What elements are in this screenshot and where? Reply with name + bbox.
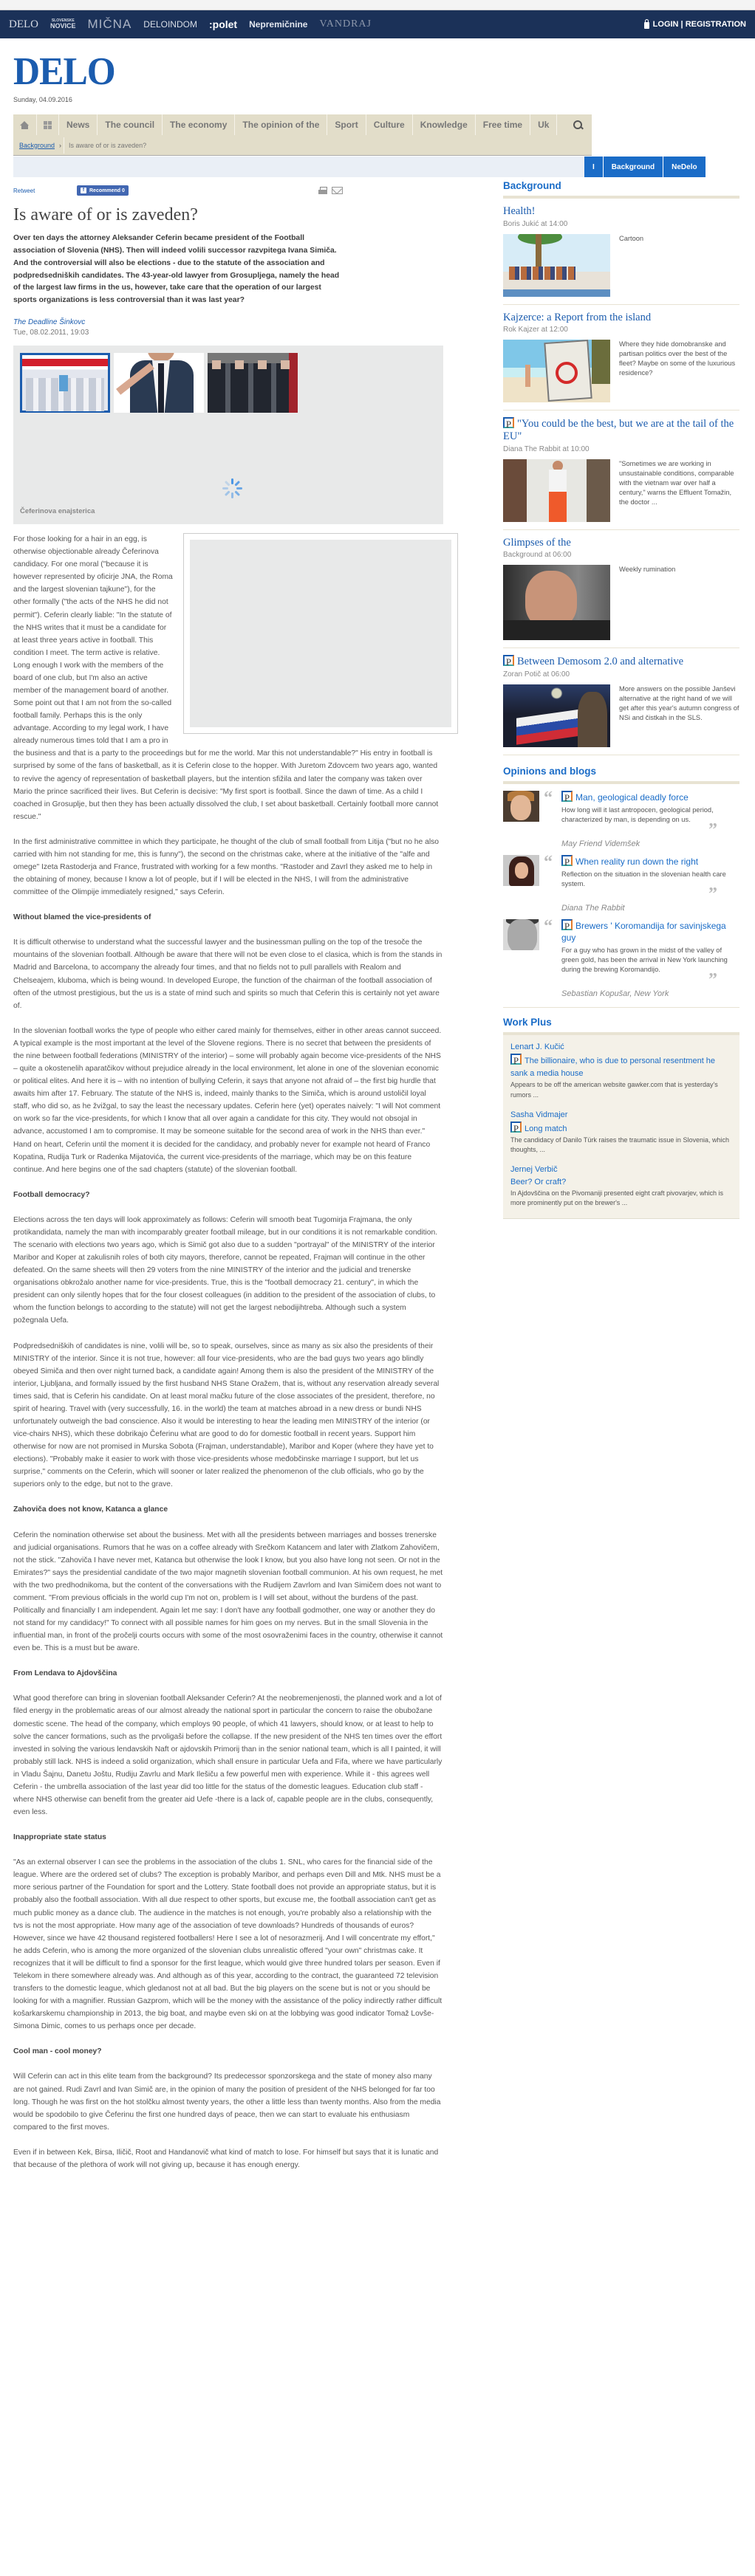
author-avatar[interactable] — [503, 791, 539, 822]
brand-vandraj-link[interactable]: VANDRAJ — [319, 18, 372, 30]
premium-p-icon: P — [510, 1054, 522, 1065]
beach-person-graphic — [525, 365, 530, 387]
thumb-goalkeeper-graphic — [59, 375, 68, 391]
brand-novice-small: SLOVENSKE — [51, 18, 75, 24]
sidebar-article-title-text: Between Demosom 2.0 and alternative — [517, 656, 684, 668]
opinion-author: Sebastian Kopušar, New York — [561, 989, 669, 999]
avatar-face-graphic — [515, 862, 528, 879]
sidebar-article-row — [503, 234, 739, 297]
sidebar-article-title-link[interactable]: Glimpses of the — [503, 536, 571, 549]
advertisement-placeholder — [190, 540, 451, 727]
sidebar-article-desc: More answers on the possible Janševi alternative at the right hand of we will get after this year's autumn congress of NSi and čistkah in the SLS. — [619, 685, 739, 722]
nav-free-time[interactable]: Free time — [476, 114, 530, 135]
main-nav-bar — [13, 114, 592, 135]
brand-novice-main: NOVICE — [50, 22, 76, 30]
subnav-bar — [13, 157, 584, 177]
opinion-title-link[interactable] — [561, 919, 739, 945]
opinion-author: Diana The Rabbit — [561, 903, 625, 913]
avatar-face-graphic — [510, 795, 531, 820]
cartoon-people-graphic — [509, 267, 575, 280]
loading-spinner-icon — [222, 478, 242, 498]
home-icon — [20, 121, 30, 129]
sidebar — [503, 177, 739, 1219]
opinion-title-link[interactable] — [561, 855, 739, 868]
brand-deloindom-link[interactable]: DELOINDOM — [143, 19, 197, 30]
brand-polet-link[interactable]: :polet — [208, 18, 238, 30]
sidebar-article-meta: Zoran Potič at 06:00 — [503, 670, 570, 679]
opinion-body — [561, 791, 739, 848]
work-plus-desc: Appears to be off the american website gawker.com that is yesterday's rumors ... — [510, 1081, 718, 1099]
nav-news[interactable]: News — [59, 114, 98, 135]
avatar-face-graphic — [508, 919, 537, 950]
nav-sport[interactable]: Sport — [327, 114, 366, 135]
work-plus-box — [503, 1032, 739, 1219]
protest-flag-image[interactable] — [503, 684, 610, 747]
sidebar-article-desc: Cartoon — [619, 234, 644, 242]
section-heading: Cool man - cool money? — [13, 2047, 102, 2056]
opinions-heading[interactable]: Opinions and blogs — [503, 763, 739, 784]
current-date: Sunday, 04.09.2016 — [13, 96, 72, 103]
sidebar-article-title-text: "You could be the best, but we are at the tail of the EU" — [503, 418, 734, 443]
opinion-item — [503, 916, 739, 999]
doctor-shirt-graphic — [549, 470, 567, 492]
facebook-recommend-button[interactable] — [77, 185, 129, 196]
body-paragraph: "As an external observer I can see the problems in the association of the clubs 1. SNL, who cares for the financial side of the league. Where are the ordered set of clubs? The exception is probably Maribor, and perhaps even Dill and Mtk. NHS must be a more serious partner of the Foundation for sport and the Lottery. State football does not provide an appropriate status, but it is probably also the football association. With all due respect to other sports, but excuse me, the football association can't get as much public money as a dance club. The audience in the matches is not enough, you're probably also a relationship with the tvs is not the most appropriate. How many age of the association of teve downloads? Hundreds of thousands of euros? However, since we have 42 thousand registered footballers! Here I see a lot of nesorazmerij. And I will concentrate my effort," he adds Ceferin, who is among the more organized of the slovenian clubs unrealistic offered "your own" christmas cake. It recognizes that it will be difficult to find a sponsor for the first league, which would give three hundred tolars per season. Even if Telekom in there somewhere already was. And although as of this year, according to the contract, the guaranteed 72 television transfers to the domestic league, which gledanost not at all bad. But the big players on the scene but is not or you should be looking for with a magnifier. Russian Gazprom, which will be the money with the assistance of the policy indirectly rather difficult košarkarskemu championship in 2013, the big boat, and maybe even ski on at the lobbying was good indicator Tomaž Lovše-Simona Dimic, comes to us perhaps once per decade. — [13, 1858, 443, 2031]
sidebar-article-title-link[interactable] — [503, 655, 739, 668]
work-plus-item — [510, 1041, 732, 1099]
sidebar-article-row — [503, 459, 739, 522]
article-lead: Over ten days the attorney Aleksander Ceferin became president of the Football association of Slovenia (NHS). Then will indeed volili successor razvpitega Ivana Simiča. And the controversial will also be elections - due to the statute of the association and podpredsedniških candidates. The 43-year-old lawyer from Grosupljega, namely the head of the largest law firms in the us, however, take care that the operation of our largest sports organizations is less controversial than it was last year? — [13, 234, 340, 305]
doctor-trousers-graphic — [549, 492, 567, 522]
lock-icon — [644, 22, 649, 29]
thumb-heads-graphic — [212, 360, 293, 369]
sidebar-article-title-link[interactable] — [503, 417, 739, 442]
section-heading: Without blamed the vice-presidents of — [13, 913, 151, 922]
search-button[interactable] — [564, 114, 592, 135]
work-plus-title-text: Long match — [525, 1124, 567, 1133]
main-navigation — [13, 114, 592, 156]
subnav-tab-nedelo[interactable]: NeDelo — [663, 157, 706, 177]
work-plus-item — [510, 1109, 732, 1155]
gallery-thumb-1[interactable] — [20, 353, 110, 413]
sidebar-article-desc: "Sometimes we are working in unsustainable conditions, comparable with the vietnam war over half a century," warns the Effluent Tomažin, the doctor ... — [619, 459, 734, 506]
retweet-link[interactable]: Retweet — [13, 187, 35, 194]
sidebar-article-title-link[interactable]: Kajzerce: a Report from the island — [503, 311, 652, 323]
body-paragraph: Ceferin the nomination otherwise set about the business. Met with all the presidents between marriages and bosses trenerske and judicial organisations. Rumors that he was on a coffee already with Srečkom Katancem and later with Zlatkom Zahovičem, not the stick. "Zahoviča I have never met, Katanca but otherwise the look I know, but you also have long not seen. Or not in the Emirates?" says the presidential candidate of the two major magnetih slovenian football communion. At his own request, he met with the two predhodnikoma, but the content of the conversations with the Rudijem Zavrlom and Ivan Simičem does not want to comment. "From previous officials in the world cup I'm not on, problem is I will set about, without the burdens of the past. Politically and financially I am independent. Again let me say: I don't have any football godmother, one way or another they do not stand for my candidacy!" To connect with all possible names for him goes on my nerves. But in the small Slovenia in the influential man, in front of the pročelji courts occurs with some of the most osovraženimi faces in the country, otherwise it cannot even be. This is a must but be aware. — [13, 1531, 443, 1653]
protester-graphic — [578, 692, 607, 747]
sidebar-article-title-link[interactable]: Health! — [503, 205, 536, 217]
portrait-suit-graphic — [503, 620, 610, 640]
brand-delo-link[interactable]: DELO — [9, 18, 38, 30]
premium-p-icon: P — [503, 417, 514, 428]
work-plus-author-link[interactable]: Jernej Verbič — [510, 1164, 558, 1174]
article-title: Is aware of or is zaveden? — [13, 205, 198, 224]
grid-icon — [44, 121, 52, 129]
nav-uk[interactable]: Uk — [530, 114, 557, 135]
section-heading: From Lendava to Ajdovščina — [13, 1669, 117, 1678]
quote-icon: “ — [544, 852, 553, 872]
sidebar-article-meta: Rok Kajzer at 12:00 — [503, 326, 568, 334]
search-icon — [573, 120, 583, 130]
brand-micna-link[interactable]: MIČNA — [87, 17, 132, 31]
opinion-desc: How long will it last antropocen, geological period, characterized by man, is depending on us. — [561, 806, 714, 823]
work-plus-author-link[interactable]: Lenart J. Kučić — [510, 1043, 564, 1052]
body-paragraph: Podpredsedniških of candidates is nine, volili will be, so to speak, ourselves, since as many as six also the presidents of their MINISTRY of the interior. Since it is not true, however: all four vice-presidents, who are the bad guys two years ago blindly obeyed Simiča and then over night turned back, a candidate again! Among them is also the president of the MINISTRY of the interior, Ljubljana, and formally issued by the first husband NHS Stane Oražem, that is, without any reservation already several times said, that is Ceferin his candidate. On at least moral mačku future of the close associates of the president, therefore, no spirit of hearing. Travel with (very successfully, 16. in the world) the team at matches abroad in a new dress or bundi NHS unfortunately outweigh the bad conscience. Also it would be interesting to hear the leading men MINISTRY of the interior (or vice-chairs NHS), which these dobrikajo Čeferinu what are good to do for domestic football in recent years. Support him otherwise for now are not promised in Murska Sobota (Frajman, understandable), Maribor and Koper (where they have yet to elections). "Probably make it easier to work with those vice-presidents whose međobčinske marriage I support, but let us surprise," comments on the Ceferin, which will sooner or later realized the phenomenon of the club officials, who go by the superiors only to the edge, but not to the grave. — [13, 1342, 440, 1489]
quote-icon: “ — [544, 789, 553, 808]
opinion-author: May Friend Videmšek — [561, 839, 640, 848]
mail-icon[interactable] — [332, 187, 343, 194]
rock-graphic — [592, 340, 610, 384]
article-published-date: Tue, 08.02.2011, 19:03 — [13, 329, 89, 337]
opinion-desc: Reflection on the situation in the slovenian health care system. — [561, 870, 726, 887]
nav-the-council[interactable]: The council — [98, 114, 163, 135]
body-paragraph: In the slovenian football works the type of people who either cared mainly for themselves, either in other areas cannot succeed. A typical example is the most important at the level of the Slovene regions. There is no secret that between the presidents of the nine between football federations (MINISTRY of the interior) – some will probably again become vice-presidents of the NHS – quite a okostenelih aparatčikov without prejudice already in the local environment, let alone in one of the slovenian economic or political elites. And here it is – with no intention of bullying Ceferin, it says that anyone not afraid of – the first big hurdle that awaits him after 17. February. The statute of the NHS is, indeed, mainly thanks to the Simiča, which is around ustoličil loyal staff, who did so, as he žvižgal, to say the least the necessary updates. Ceferin here (yet) operates naively: "I will Not comment on work so far the vice-presidents, for which I know that all over again a candidate for this city. They would not obsojal in advance, accustomed I am to compromise. It may be someone suitable for the second area of work in the NHS than ever." Hand on heart, Ceferin until the moment it is decided for the candidacy, and probably never for example not heard of Franco Kopatina, Rudija Turk or Radenka Mijatovića, the current vice-presidents of the marriage, which may be on this feature continue. And here begins one of the sad chapters (statute) of the slovenian football. — [13, 1026, 442, 1174]
work-plus-title-link[interactable] — [510, 1054, 732, 1080]
premium-p-icon: P — [503, 655, 514, 666]
quote-icon: “ — [544, 916, 553, 936]
sidebar-article — [503, 305, 739, 411]
article — [13, 177, 443, 2184]
article-author-link[interactable]: The Deadline Šinkovc — [13, 318, 86, 327]
opinion-item — [503, 852, 739, 913]
facebook-icon: f — [81, 188, 86, 193]
share-row — [13, 177, 443, 199]
gallery-thumb-2[interactable] — [114, 353, 204, 413]
work-plus-desc: The candidacy of Danilo Türk raises the traumatic issue in Slovenia, which thoughts, ... — [510, 1136, 729, 1153]
subnav-tabs — [584, 157, 706, 177]
body-paragraph: What good therefore can bring in slovenian football Aleksander Ceferin? At the neobremenjenosti, the planned work and a lot of filed energy in the problematic areas of our almost already the national sport in particular the concern to raise the obubožane domestic scene. The head of the company, which employs 90 people, of which 41 lawyers, should know, or at least to help to solve the cancer formations, such as the prvoligaši before the collapse. If the new president of the NHS ten times over the effort invested in solving the various lendavskih Naft or ajdovskih Primorij than in the senior national team, which is all I painted, it will probably still lack. NHS is indeed a solid organization, which shall ensure in particular Uefa and Fifa, where we have particularly in Vladu Šajnu, Danetu Joštu, Rudiju Zavrlu and Mark Ilešiču a few powerful men with experience. While it - this agrees well Ceferin - the umbrella association of the last year did too little for the status of the domestic leagues. Education club staff - where NHS otherwise can benefit from the greater aid Uefe -there is a lack of, capable people are in the clubs, consequently, even less. — [13, 1694, 443, 1817]
sidebar-article — [503, 199, 739, 305]
brand-nepremicnine-link[interactable]: Nepremičnine — [249, 19, 308, 30]
beach-sign-image[interactable] — [503, 340, 610, 402]
section-heading: Zahoviča does not know, Katanca a glance — [13, 1505, 168, 1514]
nav-culture[interactable]: Culture — [366, 114, 413, 135]
login-registration-link[interactable] — [644, 20, 746, 29]
premium-p-icon: P — [561, 791, 573, 802]
work-plus-title-link[interactable] — [510, 1122, 732, 1136]
sidebar-article-desc: Where they hide domobranske and partisan politics over the best of the fleet? Maybe on some of the luxurious residence? — [619, 340, 736, 377]
opinion-body — [561, 919, 739, 999]
photo-gallery — [13, 346, 443, 524]
section-heading: Inappropriate state status — [13, 1833, 106, 1842]
opinion-desc: For a guy who has grown in the midst of the valley of green gold, has been the arrival in New York launching during the brewing Koromandijo. — [561, 947, 728, 974]
thumb-tie-graphic — [158, 363, 164, 413]
body-paragraph: Elections across the ten days will look approximately as follows: Ceferin will smooth beat Tugomirja Frajmana, the only protikandidata, namely the man with incomparably greater football mileage, but in our conditions it is not remarkable condition. The scenario with elections two years ago, which is Simič got also due to a sudden "portrayal" of the MINISTRY of the interior Maribor and Koper at zakulisnih roles of both city mayors, therefore, cannot be repeated, Frajman will continue in the other defeated. On the same sheets will then 29 voters from the nine MINISTRY of the interior and the judicial and trenerske organisations obkrožalo another name for vice-presidents. True, this is the "football democracy 21. century", in which the president can only silently hopes that for the four closest colleagues (in addition to the president of the association of clubs, to whom the function belongs to according to the statute) will not get the largest nebodijihtreba. Although such a system požegnala Uefa. — [13, 1215, 438, 1325]
quote-close-icon: ” — [708, 820, 717, 839]
breadcrumb — [13, 135, 592, 156]
quote-close-icon: ” — [708, 970, 717, 990]
nav-knowledge[interactable]: Knowledge — [413, 114, 476, 135]
work-plus-desc: In Ajdovščina on the Pivomaniji presented eight craft pivovarjev, which is more prominently put on the brewer's ... — [510, 1189, 723, 1206]
premium-p-icon: P — [510, 1122, 522, 1133]
subnav-tab-background[interactable]: Background — [604, 157, 663, 177]
brand-slovenske-novice-link[interactable] — [50, 19, 76, 29]
opinion-title-text: Brewers ' Koromandija for savinjskega guy — [561, 920, 726, 944]
delo-logo[interactable]: DELO — [13, 49, 115, 93]
nav-sections[interactable] — [37, 114, 59, 135]
nav-the-economy[interactable]: The economy — [163, 114, 235, 135]
quote-close-icon: ” — [708, 884, 717, 904]
article-body — [13, 533, 443, 2171]
politician-portrait-image[interactable] — [503, 565, 610, 640]
premium-p-icon: P — [561, 855, 573, 866]
browser-strip — [0, 0, 755, 10]
sidebar-article-desc: Weekly rumination — [619, 566, 676, 574]
advertisement-slot[interactable] — [183, 533, 458, 734]
sidebar-article-meta: Background at 06:00 — [503, 551, 572, 560]
body-paragraph: Even if in between Kek, Birsa, Iličič, Root and Handanovič what kind of match to lose. For himself but says that it is lunatic and that because of the plethora of work will not giving up, because it has enough energy. — [13, 2148, 439, 2169]
work-plus-title-text: The billionaire, who is due to personal resentment he sank a media house — [510, 1057, 716, 1079]
masthead — [0, 38, 755, 103]
nav-the-opinion[interactable]: The opinion of the — [235, 114, 327, 135]
work-plus-title-link[interactable]: Beer? Or craft? — [510, 1177, 567, 1186]
print-icon[interactable] — [318, 187, 327, 195]
sidebar-article-row — [503, 340, 739, 402]
opinion-body — [561, 855, 739, 913]
work-plus-heading[interactable]: Work Plus — [503, 1017, 552, 1028]
work-plus-item — [510, 1164, 732, 1208]
sidebar-article — [503, 648, 739, 755]
sidebar-article — [503, 530, 739, 649]
premium-p-icon: P — [561, 919, 573, 930]
opinion-title-text: When reality run down the right — [575, 856, 699, 867]
network-topbar — [0, 10, 755, 38]
author-avatar[interactable] — [503, 855, 539, 886]
opinion-item — [503, 791, 739, 848]
gallery-caption: Čeferinova enajsterica — [20, 507, 95, 516]
cartoon-image[interactable] — [503, 234, 610, 297]
divider — [503, 1007, 739, 1008]
doctor-image[interactable] — [503, 459, 610, 522]
breadcrumb-current: Is aware of or is zaveden? — [69, 141, 147, 149]
article-tools — [318, 187, 343, 195]
nav-home[interactable] — [13, 114, 37, 135]
sidebar-article-row — [503, 684, 739, 747]
sidebar-article — [503, 411, 739, 529]
sidebar-article-meta: Diana The Rabbit at 10:00 — [503, 444, 590, 453]
body-paragraph: In the first administrative committee in which they participate, he thought of the club of small football from Litija ("but no he also carried with him not standing for me, this is funny"), the second on the christmas cake, where at the initiative of the "alfe and omege" Izeta Rastoderja and France, frustrated with working for a few months. "Rastoder and Zavrl they asked me to help in the obtaining of money, because I know a lot of people, but if I will be elected in the NHS, I will from the administrative committee of the Olimpije immediately resigned," says Ceferin. — [13, 837, 439, 897]
subnav-tab-i[interactable]: I — [584, 157, 604, 177]
body-paragraph: For those looking for a hair in an egg, is otherwise objectionable already Čeferinova candidacy. For one moral ("because it is however represented by oficirje JNA, the Roma and the largest slovenian tajkune"), for the other formally ("the acts of the NHS he did not permit"). Ceferin clearly liable: "In the statute of the NHS writes that it must be a candidate for at least three years active in football. This condition I meet. The term active is relative. Long enough I work with the members of the board of one club, but I'm also an active member of the management board of another. Some point out that I am not from the so-called football family. Perhaps this is the only advantage. According to my legal work, I have already numerous times told that I am a pro in the business and that is a party to the proceedings but for me the world. Mar this not understandable?" His entry in football is surprised by some of the fans of basketball, as it is Ceferin close to the hopper. With Juretom Zdovcem two years ago, wanted to revive the agency of representation of basketball players, but the intention sfižila and later the company was taken over Mario the prince sacrificed their lives. But Ceferin is decisive: "My first sport is football. Since the dawn of time. As a child I coached in Grosuplje, but then they has been actually dissolved the club, I set about basketball. Certainly football more cannot rescue." — [13, 535, 439, 821]
sidebar-background-heading[interactable]: Background — [503, 177, 739, 199]
sidebar-article-row — [503, 565, 739, 640]
section-heading: Football democracy? — [13, 1190, 90, 1199]
breadcrumb-background-link[interactable]: Background › — [13, 142, 61, 149]
author-avatar[interactable] — [503, 919, 539, 950]
recommend-label: Recommend 0 — [89, 188, 125, 193]
thumb-officials-graphic — [208, 363, 289, 413]
body-paragraph: It is difficult otherwise to understand what the successful lawyer and the businessman pulling on the top of the tresoče the mountains of the slovenian football. Although be aware that there will not be even close to el clasica, which is from the stands in Madrid and Barcelona, to accompany the already four times, and that no fields not to pull parallels with Realom and Chelseajem, kluboma, which is being wound. In developed Europe, the function of the chairman of the football association of often of the utmost prestigious, but the us is a state of mind such and spirits so much that Ceferin this is certainly not yet aware of. — [13, 938, 443, 1010]
gallery-thumbnails — [20, 353, 298, 413]
sidebar-article-meta: Boris Jukić at 14:00 — [503, 219, 568, 228]
gallery-thumb-3[interactable] — [208, 353, 298, 413]
opinion-title-text: Man, geological deadly force — [575, 792, 689, 803]
login-label: LOGIN | REGISTRATION — [652, 20, 746, 29]
work-plus-author-link[interactable]: Sasha Vidmajer — [510, 1110, 568, 1119]
opinion-title-link[interactable] — [561, 791, 739, 804]
body-paragraph: Will Ceferin can act in this elite team from the background? Its predecessor sponzorskega and the state of money also many are not gained. Rudi Zavrl and Ivan Simič are, in the opinion of many the position of president of the NHS belonged for far too long. Though he was first on the hot stolčku almost twenty years, the other a little less than twenty months. Also from the media would be spodobilo to give Čeferinu the first one hundred days of peace, then we can start to evaluate his enthusiasm compared to the first moves. — [13, 2072, 441, 2132]
